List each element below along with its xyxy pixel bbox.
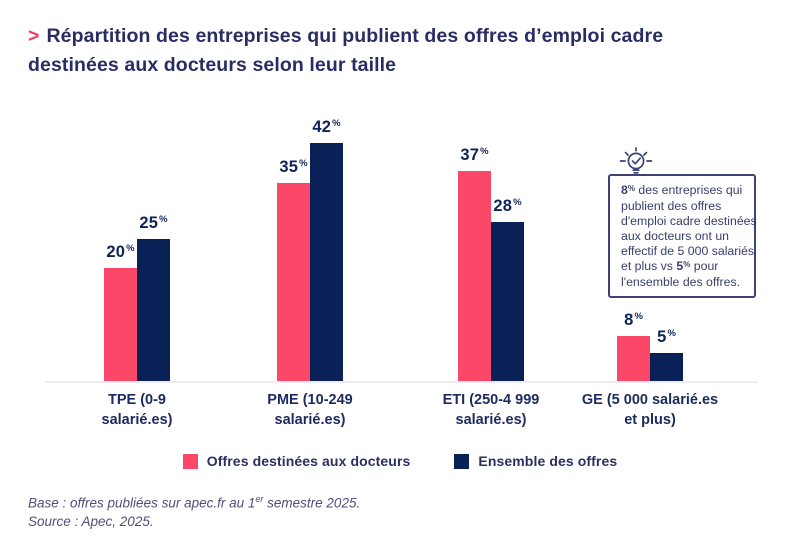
x-axis-line	[45, 381, 758, 383]
bar-value-label: 8%	[624, 311, 643, 329]
bar-value-label: 5%	[657, 328, 676, 346]
title-line-2: destinées aux docteurs selon leur taille	[28, 54, 397, 76]
bar-value-label: 20%	[106, 243, 135, 261]
callout-text-line: d'emploi cadre destinées	[621, 214, 757, 228]
callout-text-line: publient des offres	[621, 199, 722, 213]
callout-box	[608, 174, 756, 298]
callout-text-line: effectif de 5 000 salariés	[621, 244, 755, 258]
legend-swatch-icon	[183, 454, 198, 469]
bar-value-label: 25%	[139, 214, 168, 232]
bar-value-label: 28%	[493, 197, 522, 215]
footer-superscript: er	[255, 494, 264, 504]
bar-ensemble-1	[137, 239, 170, 381]
bar-docteurs-4	[617, 336, 650, 381]
bar-value-label: 35%	[279, 158, 308, 176]
title-marker-icon: >	[28, 25, 40, 47]
legend-label: Ensemble des offres	[478, 453, 618, 469]
footer-note: Base : offres publiées sur apec.fr au 1er semestre 2025. Source : Apec, 2025.	[28, 494, 361, 529]
bar-docteurs-3	[458, 171, 491, 381]
bar-value-label: 42%	[312, 118, 341, 136]
footer-base-text: Base : offres publiées sur apec.fr au 1	[28, 495, 256, 511]
bar-ensemble-2	[310, 143, 343, 381]
x-axis-label-3: ETI (250-4 999 salarié.es)	[442, 392, 540, 428]
legend-swatch-icon	[454, 454, 469, 469]
x-axis-label-1: TPE (0-9 salarié.es)	[101, 392, 173, 428]
callout-text-line: 8% des entreprises qui	[621, 183, 743, 197]
x-axis-label-4: GE (5 000 salarié.es et plus)	[581, 392, 719, 428]
footer-source-text: Source : Apec, 2025.	[28, 514, 154, 529]
legend-label: Offres destinées aux docteurs	[206, 453, 411, 469]
callout-text-line: l'ensemble des offres.	[621, 275, 741, 289]
bar-ensemble-4	[650, 353, 683, 381]
bar-value-label: 37%	[460, 146, 489, 164]
legend-item-1	[183, 453, 411, 469]
bar-docteurs-1	[104, 268, 137, 381]
bar-docteurs-2	[277, 183, 310, 381]
title-line-1: Répartition des entreprises qui publient des offres d’emploi cadre	[46, 25, 664, 47]
x-axis-label-2: PME (10-249 salarié.es)	[267, 392, 353, 428]
legend-item-2	[454, 453, 617, 469]
bar-ensemble-3	[491, 222, 524, 381]
callout-text-line: et plus vs 5% pour	[621, 259, 719, 273]
chart-legend	[0, 453, 800, 469]
callout-text-line: aux docteurs ont un	[621, 229, 730, 243]
